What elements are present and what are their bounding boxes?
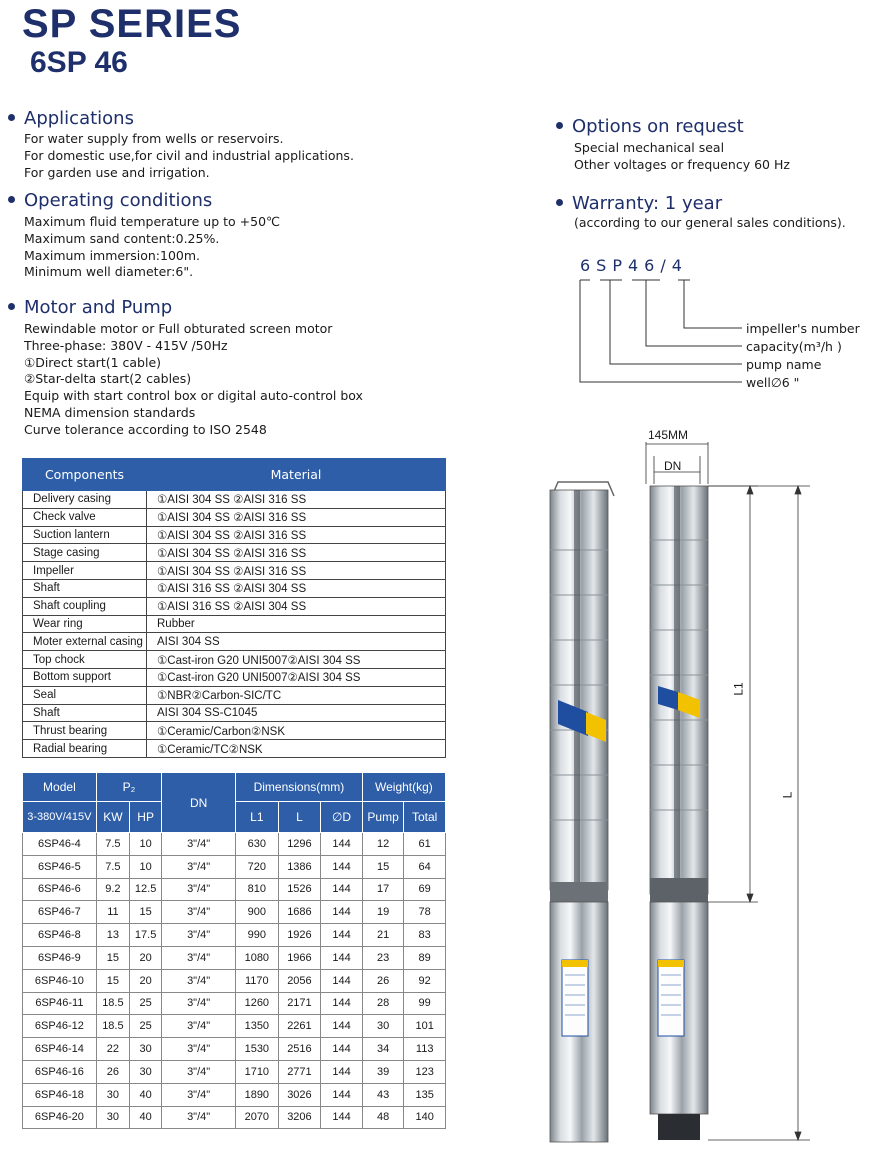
table-row [23,924,446,947]
table-cell: 6SP46-20 [23,1106,97,1129]
l1-label: L1 [731,682,746,696]
table-cell: 1260 [236,992,279,1015]
table-cell: 3"/4" [162,855,236,878]
total-weight-header: Total [404,802,446,833]
table-cell: 990 [236,924,279,947]
table-cell: 3"/4" [162,1038,236,1061]
operating-text: Maximum fluid temperature up to +50℃ Maximum sand content:0.25%. Maximum immersion:100m. Minimum well diameter:6". [24,214,281,280]
table-cell: 23 [362,946,404,969]
table-row: Shaft ①AISI 316 SS ②AISI 304 SS [23,579,446,597]
table-cell: 64 [404,855,446,878]
table-cell: 25 [130,1015,162,1038]
table-cell: 15 [96,969,129,992]
model-code: 6SP46/4 [580,256,688,275]
table-cell: 1386 [278,855,321,878]
table-cell: 144 [321,992,363,1015]
table-row: Top chock ①Cast-iron G20 UNI5007②AISI 304 SS [23,651,446,669]
table-cell: 3026 [278,1083,321,1106]
table-cell: 6SP46-6 [23,878,97,901]
table-row [23,855,446,878]
dn-header: DN [162,773,236,833]
table-cell: 144 [321,833,363,856]
table-cell: 3"/4" [162,992,236,1015]
table-row: Suction lantern ①AISI 304 SS ②AISI 316 SS [23,526,446,544]
table-cell: 30 [130,1060,162,1083]
table-cell: 89 [404,946,446,969]
table-cell: 720 [236,855,279,878]
table-cell: 1526 [278,878,321,901]
warranty-text: (according to our general sales conditions). [574,215,846,230]
dimensions-header: Dimensions(mm) [236,773,363,802]
options-text: Special mechanical seal Other voltages or frequency 60 Hz [574,140,790,172]
table-cell: 113 [404,1038,446,1061]
table-cell: 144 [321,1038,363,1061]
table-cell: 2056 [278,969,321,992]
table-cell: 144 [321,946,363,969]
table-cell: 144 [321,924,363,947]
table-cell: 12.5 [130,878,162,901]
motor-heading: Motor and Pump [8,297,172,318]
table-cell: 20 [130,946,162,969]
table-cell: 6SP46-4 [23,833,97,856]
table-cell: 140 [404,1106,446,1129]
table-row [23,969,446,992]
table-cell: 6SP46-7 [23,901,97,924]
table-cell: 22 [96,1038,129,1061]
model-header: Model [23,773,97,802]
table-cell: 1926 [278,924,321,947]
table-row: Shaft coupling ①AISI 316 SS ②AISI 304 SS [23,597,446,615]
table-cell: 18.5 [96,992,129,1015]
performance-table [22,772,446,1129]
table-cell: 144 [321,901,363,924]
table-cell: 34 [362,1038,404,1061]
table-cell: 144 [321,878,363,901]
applications-heading: Applications [8,108,134,129]
table-row [23,1015,446,1038]
table-cell: 17.5 [130,924,162,947]
table-cell: 6SP46-10 [23,969,97,992]
bullet-icon [8,303,15,310]
table-cell: 810 [236,878,279,901]
table-cell: 3"/4" [162,924,236,947]
table-cell: 101 [404,1015,446,1038]
table-cell: 3206 [278,1106,321,1129]
code-label-impeller: impeller's number [746,321,860,336]
motor-text: Rewindable motor or Full obturated screen motor Three-phase: 380V - 415V /50Hz ①Direct start(1 cable) ②Star-delta start(2 cables) Equip with start control box or digital auto-control box NEMA dimension standards Curve tolerance according to ISO 2548 [24,321,363,437]
table-row: Check valve ①AISI 304 SS ②AISI 316 SS [23,508,446,526]
table-cell: 83 [404,924,446,947]
table-row [23,946,446,969]
table-cell: 3"/4" [162,1083,236,1106]
table-cell: 15 [96,946,129,969]
table-cell: 3"/4" [162,833,236,856]
kw-header: KW [96,802,129,833]
table-cell: 30 [130,1038,162,1061]
dn-label: DN [664,459,682,473]
table-cell: 17 [362,878,404,901]
table-cell: 10 [130,855,162,878]
bullet-icon [556,122,563,129]
applications-text: For water supply from wells or reservoirs. For domestic use,for civil and industrial applications. For garden use and irrigation. [24,131,354,180]
table-cell: 6SP46-12 [23,1015,97,1038]
table-cell: 144 [321,1083,363,1106]
table-cell: 1080 [236,946,279,969]
table-row: Impeller ①AISI 304 SS ②AISI 316 SS [23,562,446,580]
hp-header: HP [130,802,162,833]
table-cell: 144 [321,1015,363,1038]
table-cell: 135 [404,1083,446,1106]
code-label-pump-name: pump name [746,357,822,372]
table-cell: 900 [236,901,279,924]
table-cell: 13 [96,924,129,947]
table-cell: 3"/4" [162,878,236,901]
table-cell: 28 [362,992,404,1015]
table-cell: 26 [96,1060,129,1083]
table-cell: 2070 [236,1106,279,1129]
table-cell: 39 [362,1060,404,1083]
table-cell: 78 [404,901,446,924]
table-cell: 10 [130,833,162,856]
diameter-header: ∅D [321,802,363,833]
table-cell: 7.5 [96,833,129,856]
table-cell: 19 [362,901,404,924]
table-cell: 2771 [278,1060,321,1083]
table-cell: 7.5 [96,855,129,878]
table-cell: 6SP46-14 [23,1038,97,1061]
table-cell: 6SP46-18 [23,1083,97,1106]
table-cell: 3"/4" [162,1015,236,1038]
width-label: 145MM [648,428,689,442]
table-cell: 2516 [278,1038,321,1061]
pump-right [650,486,708,1140]
table-cell: 92 [404,969,446,992]
material-header: Material [147,459,446,491]
table-row: Bottom support ①Cast-iron G20 UNI5007②AISI 304 SS [23,668,446,686]
table-row: Delivery casing ①AISI 304 SS ②AISI 316 SS [23,491,446,509]
table-cell: 12 [362,833,404,856]
l-header: L [278,802,321,833]
pump-left [550,482,614,1142]
table-row [23,878,446,901]
table-cell: 6SP46-11 [23,992,97,1015]
table-cell: 6SP46-5 [23,855,97,878]
table-cell: 1296 [278,833,321,856]
table-cell: 48 [362,1106,404,1129]
table-cell: 40 [130,1083,162,1106]
table-cell: 40 [130,1106,162,1129]
table-cell: 144 [321,1106,363,1129]
weight-header: Weight(kg) [362,773,445,802]
table-cell: 20 [130,969,162,992]
table-row [23,1038,446,1061]
table-cell: 99 [404,992,446,1015]
table-cell: 25 [130,992,162,1015]
table-cell: 2261 [278,1015,321,1038]
table-cell: 1530 [236,1038,279,1061]
table-row [23,992,446,1015]
code-label-capacity: capacity(m³/h ) [746,339,842,354]
table-row [23,1060,446,1083]
table-cell: 30 [96,1106,129,1129]
components-header: Components [23,459,147,491]
table-row: Stage casing ①AISI 304 SS ②AISI 316 SS [23,544,446,562]
pump-drawing [528,420,870,1151]
table-cell: 144 [321,1060,363,1083]
p2-header: P₂ [96,773,161,802]
materials-table [22,458,446,758]
operating-heading: Operating conditions [8,190,212,211]
table-cell: 3"/4" [162,901,236,924]
l-label: L [780,791,795,799]
table-row: Moter external casing AISI 304 SS [23,633,446,651]
series-title: SP SERIES [22,2,242,46]
table-cell: 26 [362,969,404,992]
bullet-icon [8,196,15,203]
model-title: 6SP 46 [30,46,128,79]
table-cell: 1890 [236,1083,279,1106]
table-cell: 69 [404,878,446,901]
table-row [23,901,446,924]
table-cell: 2171 [278,992,321,1015]
pump-weight-header: Pump [362,802,404,833]
table-cell: 123 [404,1060,446,1083]
table-cell: 15 [130,901,162,924]
table-row [23,1083,446,1106]
voltage-header: 3-380V/415V [23,802,97,833]
bullet-icon [8,114,15,121]
table-cell: 9.2 [96,878,129,901]
options-heading: Options on request [556,116,744,137]
table-row [23,1106,446,1129]
table-row: Shaft AISI 304 SS-C1045 [23,704,446,722]
table-cell: 15 [362,855,404,878]
table-cell: 630 [236,833,279,856]
table-cell: 30 [96,1083,129,1106]
table-cell: 1350 [236,1015,279,1038]
table-cell: 6SP46-9 [23,946,97,969]
table-row: Seal ①NBR②Carbon-SIC/TC [23,686,446,704]
bullet-icon [556,199,563,206]
table-cell: 18.5 [96,1015,129,1038]
table-cell: 1710 [236,1060,279,1083]
table-cell: 21 [362,924,404,947]
table-cell: 61 [404,833,446,856]
table-cell: 144 [321,969,363,992]
warranty-heading: Warranty: 1 year [556,193,722,214]
table-cell: 3"/4" [162,969,236,992]
l1-header: L1 [236,802,279,833]
table-row [23,833,446,856]
table-cell: 3"/4" [162,1060,236,1083]
table-cell: 43 [362,1083,404,1106]
table-cell: 30 [362,1015,404,1038]
table-cell: 1966 [278,946,321,969]
table-cell: 6SP46-8 [23,924,97,947]
table-cell: 144 [321,855,363,878]
table-cell: 11 [96,901,129,924]
table-row: Wear ring Rubber [23,615,446,633]
table-row: Radial bearing ①Ceramic/TC②NSK [23,740,446,758]
table-cell: 3"/4" [162,1106,236,1129]
table-cell: 3"/4" [162,946,236,969]
table-cell: 1170 [236,969,279,992]
table-cell: 6SP46-16 [23,1060,97,1083]
table-row: Thrust bearing ①Ceramic/Carbon②NSK [23,722,446,740]
table-cell: 1686 [278,901,321,924]
code-label-well: well∅6 " [746,375,800,390]
